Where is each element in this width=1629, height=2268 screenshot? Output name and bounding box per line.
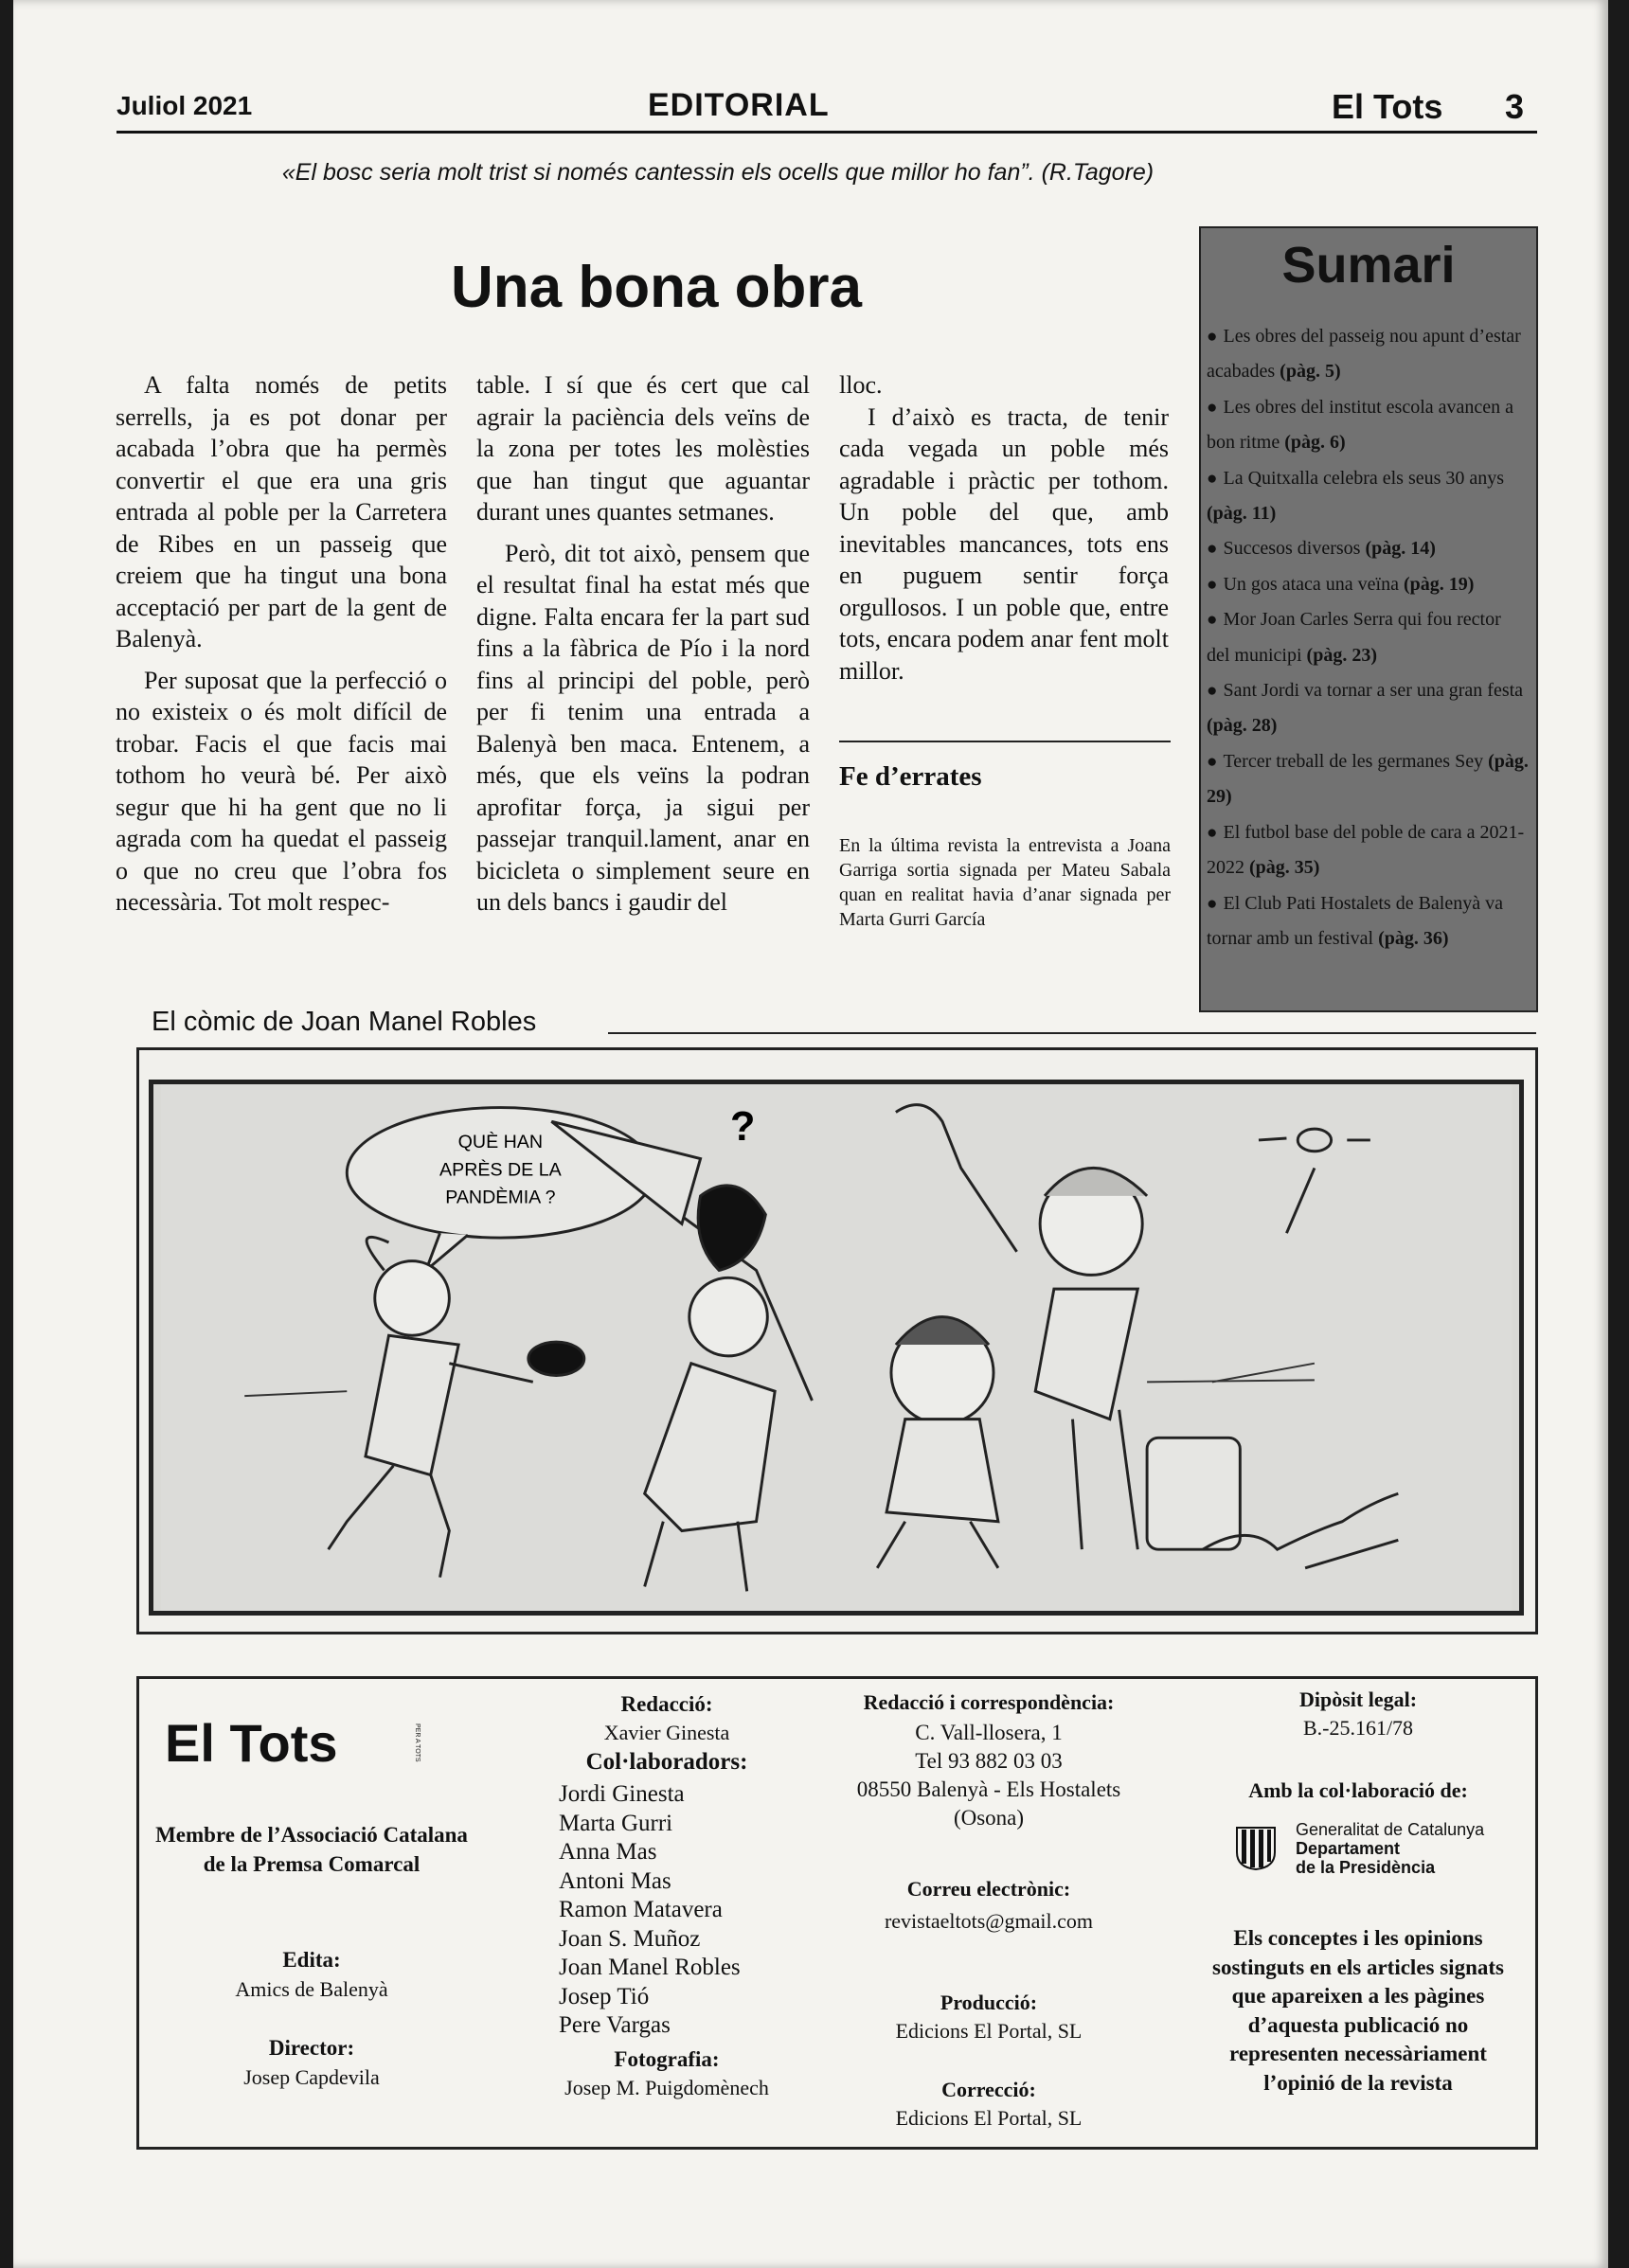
contributor-name: Antoni Mas — [559, 1867, 671, 1894]
contributor-name: Jordi Ginesta — [559, 1781, 685, 1807]
publisher: Amics de Balenyà — [235, 1977, 388, 2001]
contributor-name: Ramon Matavera — [559, 1897, 723, 1922]
summary-item — [1207, 319, 1529, 390]
summary-item-page: (pàg. 5) — [1280, 361, 1341, 383]
summary-item — [1207, 886, 1529, 957]
summary-item-text: Mor Joan Carles Serra qui fou rector del municipi — [1207, 609, 1501, 666]
bullet-icon: ● — [1207, 681, 1218, 702]
generalitat-logo-icon — [1235, 1824, 1277, 1871]
paragraph: Però, dit tot això, pensem que el resultat final ha estat més que digne. Falta encara fer la part sud fins a la fàbrica de Pío i la nord fins al principi del poble, però per fi tenim una entrada a Balenyà ben maca. Entenem, a més, que els veïns la podran aprofitar força, ja sigui per passejar tranquil.lament, anar en bicicleta o simplement seure en un dels bancs i gaudir del — [476, 539, 810, 916]
divider — [839, 741, 1171, 742]
proofreading-label: Correcció: — [941, 2078, 1036, 2101]
comic-illustration — [153, 1084, 1519, 1611]
paragraph: lloc. — [839, 371, 883, 399]
article-column-3 — [839, 369, 1169, 687]
magazine-name: El Tots — [1332, 87, 1443, 126]
director-label: Director: — [268, 2036, 355, 2060]
summary-item-text: La Quitxalla celebra els seus 30 anys — [1223, 467, 1505, 489]
contributor-name: Josep Tió — [559, 1983, 650, 2009]
summary-item — [1207, 390, 1529, 461]
article-title: Una bona obra — [450, 255, 863, 320]
photography-label: Fotografia: — [614, 2047, 720, 2071]
contributors-list — [559, 1780, 741, 2041]
summary-list — [1207, 319, 1529, 956]
contributor-name: Marta Gurri — [559, 1810, 673, 1836]
paragraph: A falta només de petits serrells, ja es pot donar per acabada l’obra que ha permès convertir el que era una gris entrada al poble per la Carretera de Ribes en un passeig que creiem que ha tingut una bona acceptació per part de la gent de Balenyà. — [116, 371, 447, 652]
comic-strip — [149, 1080, 1524, 1616]
gov-line: Departament — [1296, 1839, 1401, 1858]
summary-item-text: El Club Pati Hostalets de Balenyà va tornar amb un festival — [1207, 892, 1503, 949]
correspondence-label: Redacció i correspondència: — [863, 1690, 1115, 1714]
summary-item-page: (pàg. 6) — [1284, 432, 1346, 454]
proofreading: Edicions El Portal, SL — [895, 2106, 1083, 2130]
summary-item-page: (pàg. 35) — [1249, 857, 1320, 879]
speech-line: APRÈS DE LA — [439, 1159, 562, 1181]
epigraph-quote: «El bosc seria molt trist si només cantessin els ocells que millor ho fan”. (R.Tagore) — [281, 159, 1155, 186]
article-column-2 — [476, 369, 810, 919]
summary-title: Sumari — [1281, 237, 1456, 294]
summary-item-page: (pàg. 14) — [1365, 538, 1436, 560]
contributor-name: Joan S. Muñoz — [559, 1925, 701, 1952]
question-mark: ? — [730, 1103, 756, 1150]
contributor-name: Anna Mas — [559, 1839, 657, 1865]
gov-line: de la Presidència — [1296, 1858, 1436, 1877]
paragraph: table. I sí que és cert que cal agrair la paciència dels veïns de la zona per totes les molèsties que han tingut que aguantar durant unes quantes setmanes. — [476, 371, 810, 526]
summary-item-text: Les obres del institut escola avancen a bon ritme — [1207, 396, 1514, 454]
phone-line: Tel 93 882 03 03 — [915, 1749, 1063, 1773]
comic-label: El còmic de Joan Manel Robles — [152, 1007, 537, 1037]
generalitat-text — [1296, 1820, 1484, 1877]
masthead-logo-tagline: PER A TOTS — [414, 1723, 421, 1762]
publisher-label: Edita: — [282, 1948, 341, 1972]
summary-item-text: Les obres del passeig nou apunt d’estar acabades — [1207, 326, 1521, 383]
summary-item-text: Un gos ataca una veïna — [1223, 573, 1399, 595]
association-membership: Membre de l’Associació Catalana de la Premsa Comarcal — [155, 1823, 468, 1876]
editorial-staff: Xavier Ginesta — [603, 1721, 730, 1744]
header-rule — [116, 131, 1537, 134]
summary-item — [1207, 602, 1529, 673]
speech-line: QUÈ HAN — [457, 1131, 544, 1152]
director: Josep Capdevila — [243, 2065, 380, 2089]
summary-item-page: (pàg. 36) — [1378, 927, 1449, 949]
editorial-label: Redacció: — [620, 1692, 713, 1716]
summary-item — [1207, 815, 1529, 886]
production: Edicions El Portal, SL — [895, 2019, 1083, 2043]
bullet-icon: ● — [1207, 893, 1218, 914]
address-line: (Osona) — [953, 1806, 1025, 1830]
contributor-name: Pere Vargas — [559, 2012, 671, 2038]
email-address: revistaeltots@gmail.com — [884, 1909, 1094, 1933]
errata-title: Fe d’errates — [839, 761, 982, 792]
bullet-icon: ● — [1207, 327, 1218, 347]
production-label: Producció: — [940, 1991, 1038, 2014]
bullet-icon: ● — [1207, 397, 1218, 418]
address-block — [837, 1719, 1140, 1832]
divider — [608, 1032, 1536, 1034]
summary-item — [1207, 461, 1529, 532]
summary-item — [1207, 531, 1529, 566]
summary-item-text: Sant Jordi va tornar a ser una gran festa — [1223, 680, 1524, 702]
speech-line: PANDÈMIA ? — [445, 1187, 556, 1208]
bullet-icon: ● — [1207, 468, 1218, 489]
address-line: 08550 Balenyà - Els Hostalets — [856, 1777, 1121, 1801]
summary-item-page: (pàg. 29) — [1207, 750, 1529, 808]
summary-item — [1207, 744, 1529, 815]
bullet-icon: ● — [1207, 751, 1218, 772]
magazine-page — [13, 0, 1608, 2268]
contributor-name: Joan Manel Robles — [559, 1955, 741, 1980]
section-title: EDITORIAL — [648, 87, 830, 123]
summary-item-page: (pàg. 28) — [1207, 715, 1278, 737]
summary-item — [1207, 673, 1529, 744]
masthead-logo: El Tots — [165, 1713, 338, 1773]
bullet-icon: ● — [1207, 574, 1218, 595]
summary-item-text: El futbol base del poble de cara a 2021-2022 — [1207, 821, 1525, 879]
summary-item-page: (pàg. 23) — [1306, 644, 1377, 666]
bullet-icon: ● — [1207, 822, 1218, 843]
contributors-label: Col·laboradors: — [585, 1749, 748, 1775]
bullet-icon: ● — [1207, 610, 1218, 631]
article-column-1 — [116, 369, 447, 919]
collaboration-label: Amb la col·laboració de: — [1248, 1778, 1468, 1802]
bullet-icon: ● — [1207, 539, 1218, 560]
address-line: C. Vall-llosera, 1 — [915, 1721, 1063, 1744]
gov-line: Generalitat de Catalunya — [1296, 1820, 1485, 1839]
summary-item-page: (pàg. 19) — [1403, 573, 1475, 595]
photographer: Josep M. Puigdomènech — [564, 2076, 769, 2099]
summary-item-text: Tercer treball de les germanes Sey — [1223, 750, 1484, 772]
email-label: Correu electrònic: — [906, 1877, 1071, 1901]
paragraph: I d’això es tracta, de tenir cada vegada un poble més agradable i pràctic per tothom. Un poble del que, amb inevitables mancances, tots ens en puguem sentir força orgullosos. I un poble que, entre tots, encara podem anar fent molt millor. — [839, 402, 1169, 685]
legal-deposit-label: Dipòsit legal: — [1298, 1688, 1418, 1711]
disclaimer: Els conceptes i les opinions sostinguts en els articles signats que apareixen a les pàgines d’aquesta publicació no representen necessàriament l’opinió de la revista — [1212, 1926, 1504, 2095]
errata-text: En la última revista la entrevista a Joana Garriga sortia signada per Mateu Sabala quan en realitat havia d’anar signada per Marta Gurri García — [839, 835, 1171, 930]
legal-deposit: B.-25.161/78 — [1302, 1716, 1414, 1740]
summary-box — [1199, 226, 1538, 1012]
paragraph: Per suposat que la perfecció o no existeix o és molt difícil de trobar. Facis el que facis mai tothom ho veurà bé. Per això segur que hi ha gent que no li agrada com ha quedat el passeig o que no creu que l’obra fos necessària. Tot molt respec- — [116, 666, 447, 916]
issue-date: Juliol 2021 — [116, 91, 253, 120]
summary-item-text: Succesos diversos — [1223, 538, 1361, 560]
summary-item-page: (pàg. 11) — [1207, 503, 1277, 525]
page-number: 3 — [1505, 87, 1525, 126]
summary-item — [1207, 567, 1529, 602]
